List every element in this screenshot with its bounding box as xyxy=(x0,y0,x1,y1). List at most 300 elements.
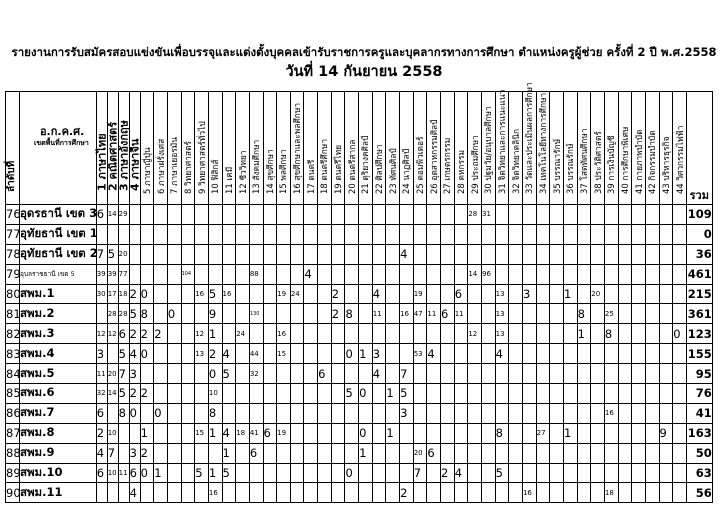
cell-subject-14 xyxy=(263,463,277,483)
cell-subject-19 xyxy=(331,403,345,423)
cell-subject-18 xyxy=(318,423,332,443)
cell-subject-42 xyxy=(645,264,659,284)
cell-subject-31 xyxy=(495,483,509,503)
cell-subject-5: 8 xyxy=(140,304,154,324)
table-row xyxy=(6,443,713,463)
cell-subject-42 xyxy=(645,403,659,423)
cell-subject-10: 5 xyxy=(208,284,222,304)
header-subject-label: 44 วิศวกรรมไฟฟ้า xyxy=(674,125,685,194)
cell-subject-34 xyxy=(536,284,550,304)
cell-subject-15 xyxy=(277,483,291,503)
cell-subject-27 xyxy=(441,483,455,503)
cell-subject-33 xyxy=(522,224,536,244)
cell-subject-26 xyxy=(427,384,441,404)
cell-subject-4 xyxy=(129,244,140,264)
cell-subject-32 xyxy=(509,244,523,264)
cell-subject-36 xyxy=(563,483,577,503)
cell-subject-27 xyxy=(441,264,455,284)
cell-subject-35 xyxy=(550,244,564,264)
cell-subject-44 xyxy=(673,364,687,384)
cell-subject-38 xyxy=(591,483,605,503)
cell-subject-34 xyxy=(536,324,550,344)
cell-subject-37 xyxy=(577,224,591,244)
cell-subject-30: 31 xyxy=(482,205,496,225)
table-row xyxy=(6,244,713,264)
cell-subject-22: 4 xyxy=(372,364,386,384)
cell-subject-32 xyxy=(509,304,523,324)
cell-subject-16 xyxy=(290,384,304,404)
cell-subject-20 xyxy=(345,443,359,463)
row-number: 78 xyxy=(6,244,20,264)
cell-subject-7 xyxy=(167,344,181,364)
row-number: 76 xyxy=(6,205,20,225)
cell-subject-3: 29 xyxy=(118,205,129,225)
cell-subject-2 xyxy=(107,483,118,503)
cell-subject-33 xyxy=(522,443,536,463)
header-subject-label: 10 ฟิสิกส์ xyxy=(210,159,220,194)
cell-subject-11 xyxy=(222,384,236,404)
cell-subject-16 xyxy=(290,443,304,463)
cell-subject-41 xyxy=(632,264,646,284)
cell-subject-31: 13 xyxy=(495,324,509,344)
header-subject-21 xyxy=(359,92,373,205)
cell-subject-24 xyxy=(400,284,414,304)
cell-subject-10: 1 xyxy=(208,423,222,443)
cell-subject-44: 0 xyxy=(673,324,687,344)
cell-subject-40 xyxy=(618,403,632,423)
cell-subject-34 xyxy=(536,304,550,324)
header-subject-20 xyxy=(345,92,359,205)
cell-subject-20 xyxy=(345,403,359,423)
cell-subject-19: 2 xyxy=(331,304,345,324)
cell-subject-21 xyxy=(359,483,373,503)
row-total: 215 xyxy=(686,284,712,304)
cell-subject-33 xyxy=(522,264,536,284)
cell-subject-32 xyxy=(509,423,523,443)
cell-subject-30 xyxy=(482,324,496,344)
cell-subject-25 xyxy=(413,403,427,423)
header-subject-39 xyxy=(604,92,618,205)
cell-subject-44 xyxy=(673,224,687,244)
cell-subject-10 xyxy=(208,443,222,463)
row-area: สพม.3 xyxy=(19,324,96,344)
cell-subject-36 xyxy=(563,443,577,463)
header-subject-40 xyxy=(618,92,632,205)
cell-subject-27 xyxy=(441,364,455,384)
cell-subject-2: 39 xyxy=(107,264,118,284)
cell-subject-30 xyxy=(482,344,496,364)
row-number: 86 xyxy=(6,403,20,423)
header-subject-label: 32 จิตวิทยาคลินิก xyxy=(510,128,521,194)
cell-subject-13 xyxy=(249,205,263,225)
cell-subject-4: 4 xyxy=(129,344,140,364)
cell-subject-18 xyxy=(318,284,332,304)
cell-subject-44 xyxy=(673,443,687,463)
cell-subject-29: 14 xyxy=(468,264,482,284)
header-subject-34 xyxy=(536,92,550,205)
header-subject-label: 27 เกษตรกรรม xyxy=(442,137,453,194)
cell-subject-2: 7 xyxy=(107,443,118,463)
cell-subject-14 xyxy=(263,403,277,423)
cell-subject-40 xyxy=(618,224,632,244)
row-number: 89 xyxy=(6,463,20,483)
cell-subject-3: 11 xyxy=(118,463,129,483)
cell-subject-2: 5 xyxy=(107,244,118,264)
cell-subject-41 xyxy=(632,403,646,423)
cell-subject-18 xyxy=(318,483,332,503)
cell-subject-33: 16 xyxy=(522,483,536,503)
cell-subject-8 xyxy=(181,423,195,443)
cell-subject-2: 14 xyxy=(107,384,118,404)
cell-subject-36 xyxy=(563,264,577,284)
cell-subject-44 xyxy=(673,304,687,324)
cell-subject-17 xyxy=(304,205,318,225)
cell-subject-6 xyxy=(154,483,168,503)
cell-subject-29: 28 xyxy=(468,205,482,225)
cell-subject-43 xyxy=(659,324,673,344)
cell-subject-38 xyxy=(591,364,605,384)
header-subject-9 xyxy=(195,92,209,205)
cell-subject-19 xyxy=(331,264,345,284)
cell-subject-29 xyxy=(468,384,482,404)
header-subject-label: 30 ปฐมวัย/อนุบาลศึกษา xyxy=(483,105,494,194)
cell-subject-16 xyxy=(290,403,304,423)
cell-subject-30 xyxy=(482,224,496,244)
cell-subject-34 xyxy=(536,384,550,404)
header-subject-label: 7 ภาษาเยอรมัน xyxy=(169,136,180,194)
cell-subject-1: 11 xyxy=(96,364,107,384)
cell-subject-41 xyxy=(632,205,646,225)
header-subject-24 xyxy=(400,92,414,205)
cell-subject-15: 19 xyxy=(277,423,291,443)
cell-subject-42 xyxy=(645,364,659,384)
header-subject-7 xyxy=(167,92,181,205)
cell-subject-16 xyxy=(290,324,304,344)
cell-subject-14 xyxy=(263,224,277,244)
cell-subject-5 xyxy=(140,244,154,264)
cell-subject-9 xyxy=(195,364,209,384)
cell-subject-1: 12 xyxy=(96,324,107,344)
cell-subject-32 xyxy=(509,364,523,384)
cell-subject-16 xyxy=(290,483,304,503)
cell-subject-3: 6 xyxy=(118,324,129,344)
cell-subject-38 xyxy=(591,463,605,483)
cell-subject-7 xyxy=(167,483,181,503)
cell-subject-39: 25 xyxy=(604,304,618,324)
cell-subject-15 xyxy=(277,244,291,264)
header-subject-18 xyxy=(318,92,332,205)
cell-subject-7 xyxy=(167,205,181,225)
cell-subject-27 xyxy=(441,384,455,404)
cell-subject-42 xyxy=(645,284,659,304)
cell-subject-15 xyxy=(277,384,291,404)
cell-subject-1: 7 xyxy=(96,244,107,264)
table-row xyxy=(6,264,713,284)
cell-subject-13 xyxy=(249,284,263,304)
cell-subject-3 xyxy=(118,423,129,443)
cell-subject-34 xyxy=(536,463,550,483)
cell-subject-21: 0 xyxy=(359,384,373,404)
cell-subject-3: 5 xyxy=(118,344,129,364)
cell-subject-19 xyxy=(331,244,345,264)
cell-subject-26 xyxy=(427,423,441,443)
header-no xyxy=(6,92,20,205)
cell-subject-13 xyxy=(249,224,263,244)
header-subject-label: 13 สังคมศึกษา xyxy=(250,139,261,194)
cell-subject-35 xyxy=(550,284,564,304)
cell-subject-2: 28 xyxy=(107,304,118,324)
header-subject-label: 4 ภาษาจีน xyxy=(128,138,142,191)
cell-subject-21 xyxy=(359,224,373,244)
cell-subject-43 xyxy=(659,205,673,225)
cell-subject-8 xyxy=(181,403,195,423)
cell-subject-26 xyxy=(427,364,441,384)
cell-subject-43 xyxy=(659,443,673,463)
cell-subject-7 xyxy=(167,284,181,304)
table-body xyxy=(6,205,713,503)
cell-subject-24: 16 xyxy=(400,304,414,324)
cell-subject-36 xyxy=(563,304,577,324)
cell-subject-17 xyxy=(304,344,318,364)
row-number: 80 xyxy=(6,284,20,304)
cell-subject-36 xyxy=(563,244,577,264)
cell-subject-11: 5 xyxy=(222,364,236,384)
cell-subject-23 xyxy=(386,264,400,284)
cell-subject-19 xyxy=(331,224,345,244)
cell-subject-29 xyxy=(468,224,482,244)
cell-subject-41 xyxy=(632,304,646,324)
cell-subject-42 xyxy=(645,304,659,324)
cell-subject-35 xyxy=(550,224,564,244)
row-area: สพม.2 xyxy=(19,304,96,324)
cell-subject-21: 0 xyxy=(359,423,373,443)
cell-subject-28 xyxy=(454,264,468,284)
cell-subject-9: 15 xyxy=(195,423,209,443)
cell-subject-40 xyxy=(618,284,632,304)
cell-subject-16: 24 xyxy=(290,284,304,304)
cell-subject-38 xyxy=(591,324,605,344)
header-no-label: ลำดับที่ xyxy=(6,160,18,192)
cell-subject-11: 5 xyxy=(222,463,236,483)
cell-subject-39: 16 xyxy=(604,403,618,423)
cell-subject-4: 4 xyxy=(129,483,140,503)
cell-subject-28 xyxy=(454,344,468,364)
cell-subject-6: 0 xyxy=(154,403,168,423)
cell-subject-37 xyxy=(577,403,591,423)
cell-subject-26 xyxy=(427,264,441,284)
cell-subject-28 xyxy=(454,384,468,404)
cell-subject-17 xyxy=(304,244,318,264)
row-total: 36 xyxy=(686,244,712,264)
cell-subject-42 xyxy=(645,463,659,483)
cell-subject-27: 6 xyxy=(441,304,455,324)
cell-subject-1 xyxy=(96,483,107,503)
cell-subject-4: 2 xyxy=(129,324,140,344)
cell-subject-43 xyxy=(659,463,673,483)
cell-subject-23 xyxy=(386,443,400,463)
row-number: 88 xyxy=(6,443,20,463)
cell-subject-13: 32 xyxy=(249,364,263,384)
row-total: 41 xyxy=(686,403,712,423)
cell-subject-21 xyxy=(359,463,373,483)
cell-subject-31 xyxy=(495,403,509,423)
cell-subject-33 xyxy=(522,364,536,384)
row-total: 76 xyxy=(686,384,712,404)
cell-subject-29 xyxy=(468,364,482,384)
cell-subject-10 xyxy=(208,264,222,284)
cell-subject-6 xyxy=(154,384,168,404)
cell-subject-21 xyxy=(359,284,373,304)
cell-subject-9 xyxy=(195,224,209,244)
cell-subject-5: 0 xyxy=(140,463,154,483)
cell-subject-10: 10 xyxy=(208,384,222,404)
cell-subject-17 xyxy=(304,463,318,483)
cell-subject-22 xyxy=(372,224,386,244)
cell-subject-7 xyxy=(167,403,181,423)
cell-subject-8 xyxy=(181,205,195,225)
row-number: 90 xyxy=(6,483,20,503)
cell-subject-22 xyxy=(372,423,386,443)
cell-subject-18 xyxy=(318,443,332,463)
cell-subject-23 xyxy=(386,483,400,503)
cell-subject-41 xyxy=(632,324,646,344)
cell-subject-40 xyxy=(618,483,632,503)
cell-subject-12 xyxy=(236,463,250,483)
cell-subject-1: 30 xyxy=(96,284,107,304)
cell-subject-27: 2 xyxy=(441,463,455,483)
row-area: สพม.8 xyxy=(19,423,96,443)
header-subject-44 xyxy=(673,92,687,205)
cell-subject-31 xyxy=(495,224,509,244)
cell-subject-36 xyxy=(563,403,577,423)
cell-subject-6: 2 xyxy=(154,324,168,344)
header-subject-37 xyxy=(577,92,591,205)
cell-subject-30 xyxy=(482,364,496,384)
cell-subject-39: 18 xyxy=(604,483,618,503)
cell-subject-22 xyxy=(372,463,386,483)
header-subject-label: 41 กายภาพบำบัด xyxy=(633,129,644,194)
cell-subject-20: 0 xyxy=(345,463,359,483)
cell-subject-17 xyxy=(304,284,318,304)
cell-subject-32 xyxy=(509,205,523,225)
cell-subject-44 xyxy=(673,403,687,423)
row-area: อุบลราชธานี เขต 5 xyxy=(19,264,96,284)
cell-subject-18 xyxy=(318,344,332,364)
cell-subject-22: 3 xyxy=(372,344,386,364)
cell-subject-19 xyxy=(331,344,345,364)
row-number: 79 xyxy=(6,264,20,284)
cell-subject-39 xyxy=(604,344,618,364)
cell-subject-21 xyxy=(359,205,373,225)
cell-subject-5 xyxy=(140,224,154,244)
cell-subject-42 xyxy=(645,224,659,244)
cell-subject-18 xyxy=(318,403,332,423)
cell-subject-1: 6 xyxy=(96,205,107,225)
cell-subject-8 xyxy=(181,244,195,264)
cell-subject-29 xyxy=(468,463,482,483)
header-subject-label: 11 เคมี xyxy=(223,166,234,194)
header-subject-10 xyxy=(208,92,222,205)
row-number: 83 xyxy=(6,344,20,364)
cell-subject-1: 39 xyxy=(96,264,107,284)
cell-subject-14 xyxy=(263,284,277,304)
cell-subject-14 xyxy=(263,264,277,284)
cell-subject-44 xyxy=(673,423,687,443)
header-subject-30 xyxy=(482,92,496,205)
cell-subject-43 xyxy=(659,403,673,423)
cell-subject-13: 44 xyxy=(249,344,263,364)
cell-subject-2: 17 xyxy=(107,284,118,304)
cell-subject-16 xyxy=(290,264,304,284)
cell-subject-8 xyxy=(181,463,195,483)
cell-subject-37 xyxy=(577,364,591,384)
header-subject-12 xyxy=(236,92,250,205)
cell-subject-6 xyxy=(154,284,168,304)
cell-subject-42 xyxy=(645,324,659,344)
header-total-label: รวม xyxy=(689,189,709,202)
cell-subject-31 xyxy=(495,244,509,264)
cell-subject-35 xyxy=(550,264,564,284)
cell-subject-37 xyxy=(577,244,591,264)
cell-subject-6 xyxy=(154,244,168,264)
cell-subject-33 xyxy=(522,205,536,225)
row-total: 56 xyxy=(686,483,712,503)
row-area: สพม.11 xyxy=(19,483,96,503)
cell-subject-42 xyxy=(645,205,659,225)
cell-subject-28 xyxy=(454,423,468,443)
cell-subject-40 xyxy=(618,324,632,344)
row-area: อุทัยธานี เขต 1 xyxy=(19,224,96,244)
cell-subject-20: 8 xyxy=(345,304,359,324)
header-subject-label: 9 วิทยาศาสตร์ทั่วไป xyxy=(196,120,207,194)
cell-subject-36 xyxy=(563,205,577,225)
cell-subject-44 xyxy=(673,483,687,503)
cell-subject-31: 5 xyxy=(495,463,509,483)
cell-subject-43 xyxy=(659,344,673,364)
report-date: วันที่ 14 กันยายน 2558 xyxy=(285,64,443,80)
cell-subject-17 xyxy=(304,403,318,423)
header-subject-label: 24 นาฏศิลป์ xyxy=(401,148,412,194)
cell-subject-40 xyxy=(618,244,632,264)
cell-subject-37: 1 xyxy=(577,324,591,344)
cell-subject-1: 6 xyxy=(96,463,107,483)
cell-subject-9 xyxy=(195,483,209,503)
cell-subject-11 xyxy=(222,324,236,344)
header-subject-28 xyxy=(454,92,468,205)
cell-subject-21 xyxy=(359,304,373,324)
cell-subject-24 xyxy=(400,224,414,244)
cell-subject-14 xyxy=(263,344,277,364)
cell-subject-24: 3 xyxy=(400,403,414,423)
cell-subject-28 xyxy=(454,205,468,225)
cell-subject-18 xyxy=(318,324,332,344)
cell-subject-27 xyxy=(441,423,455,443)
cell-subject-41 xyxy=(632,344,646,364)
header-subject-label: 35 บรรณารักษ์ xyxy=(551,138,562,194)
cell-subject-43 xyxy=(659,264,673,284)
header-subject-label: 39 การเงินบัญชี xyxy=(606,135,617,194)
cell-subject-17 xyxy=(304,364,318,384)
header-subject-label: 29 ประถมศึกษา xyxy=(469,134,480,194)
cell-subject-42 xyxy=(645,443,659,463)
cell-subject-7 xyxy=(167,423,181,443)
cell-subject-8 xyxy=(181,324,195,344)
cell-subject-32 xyxy=(509,443,523,463)
cell-subject-12 xyxy=(236,443,250,463)
cell-subject-31: 4 xyxy=(495,344,509,364)
cell-subject-14 xyxy=(263,384,277,404)
cell-subject-23 xyxy=(386,244,400,264)
